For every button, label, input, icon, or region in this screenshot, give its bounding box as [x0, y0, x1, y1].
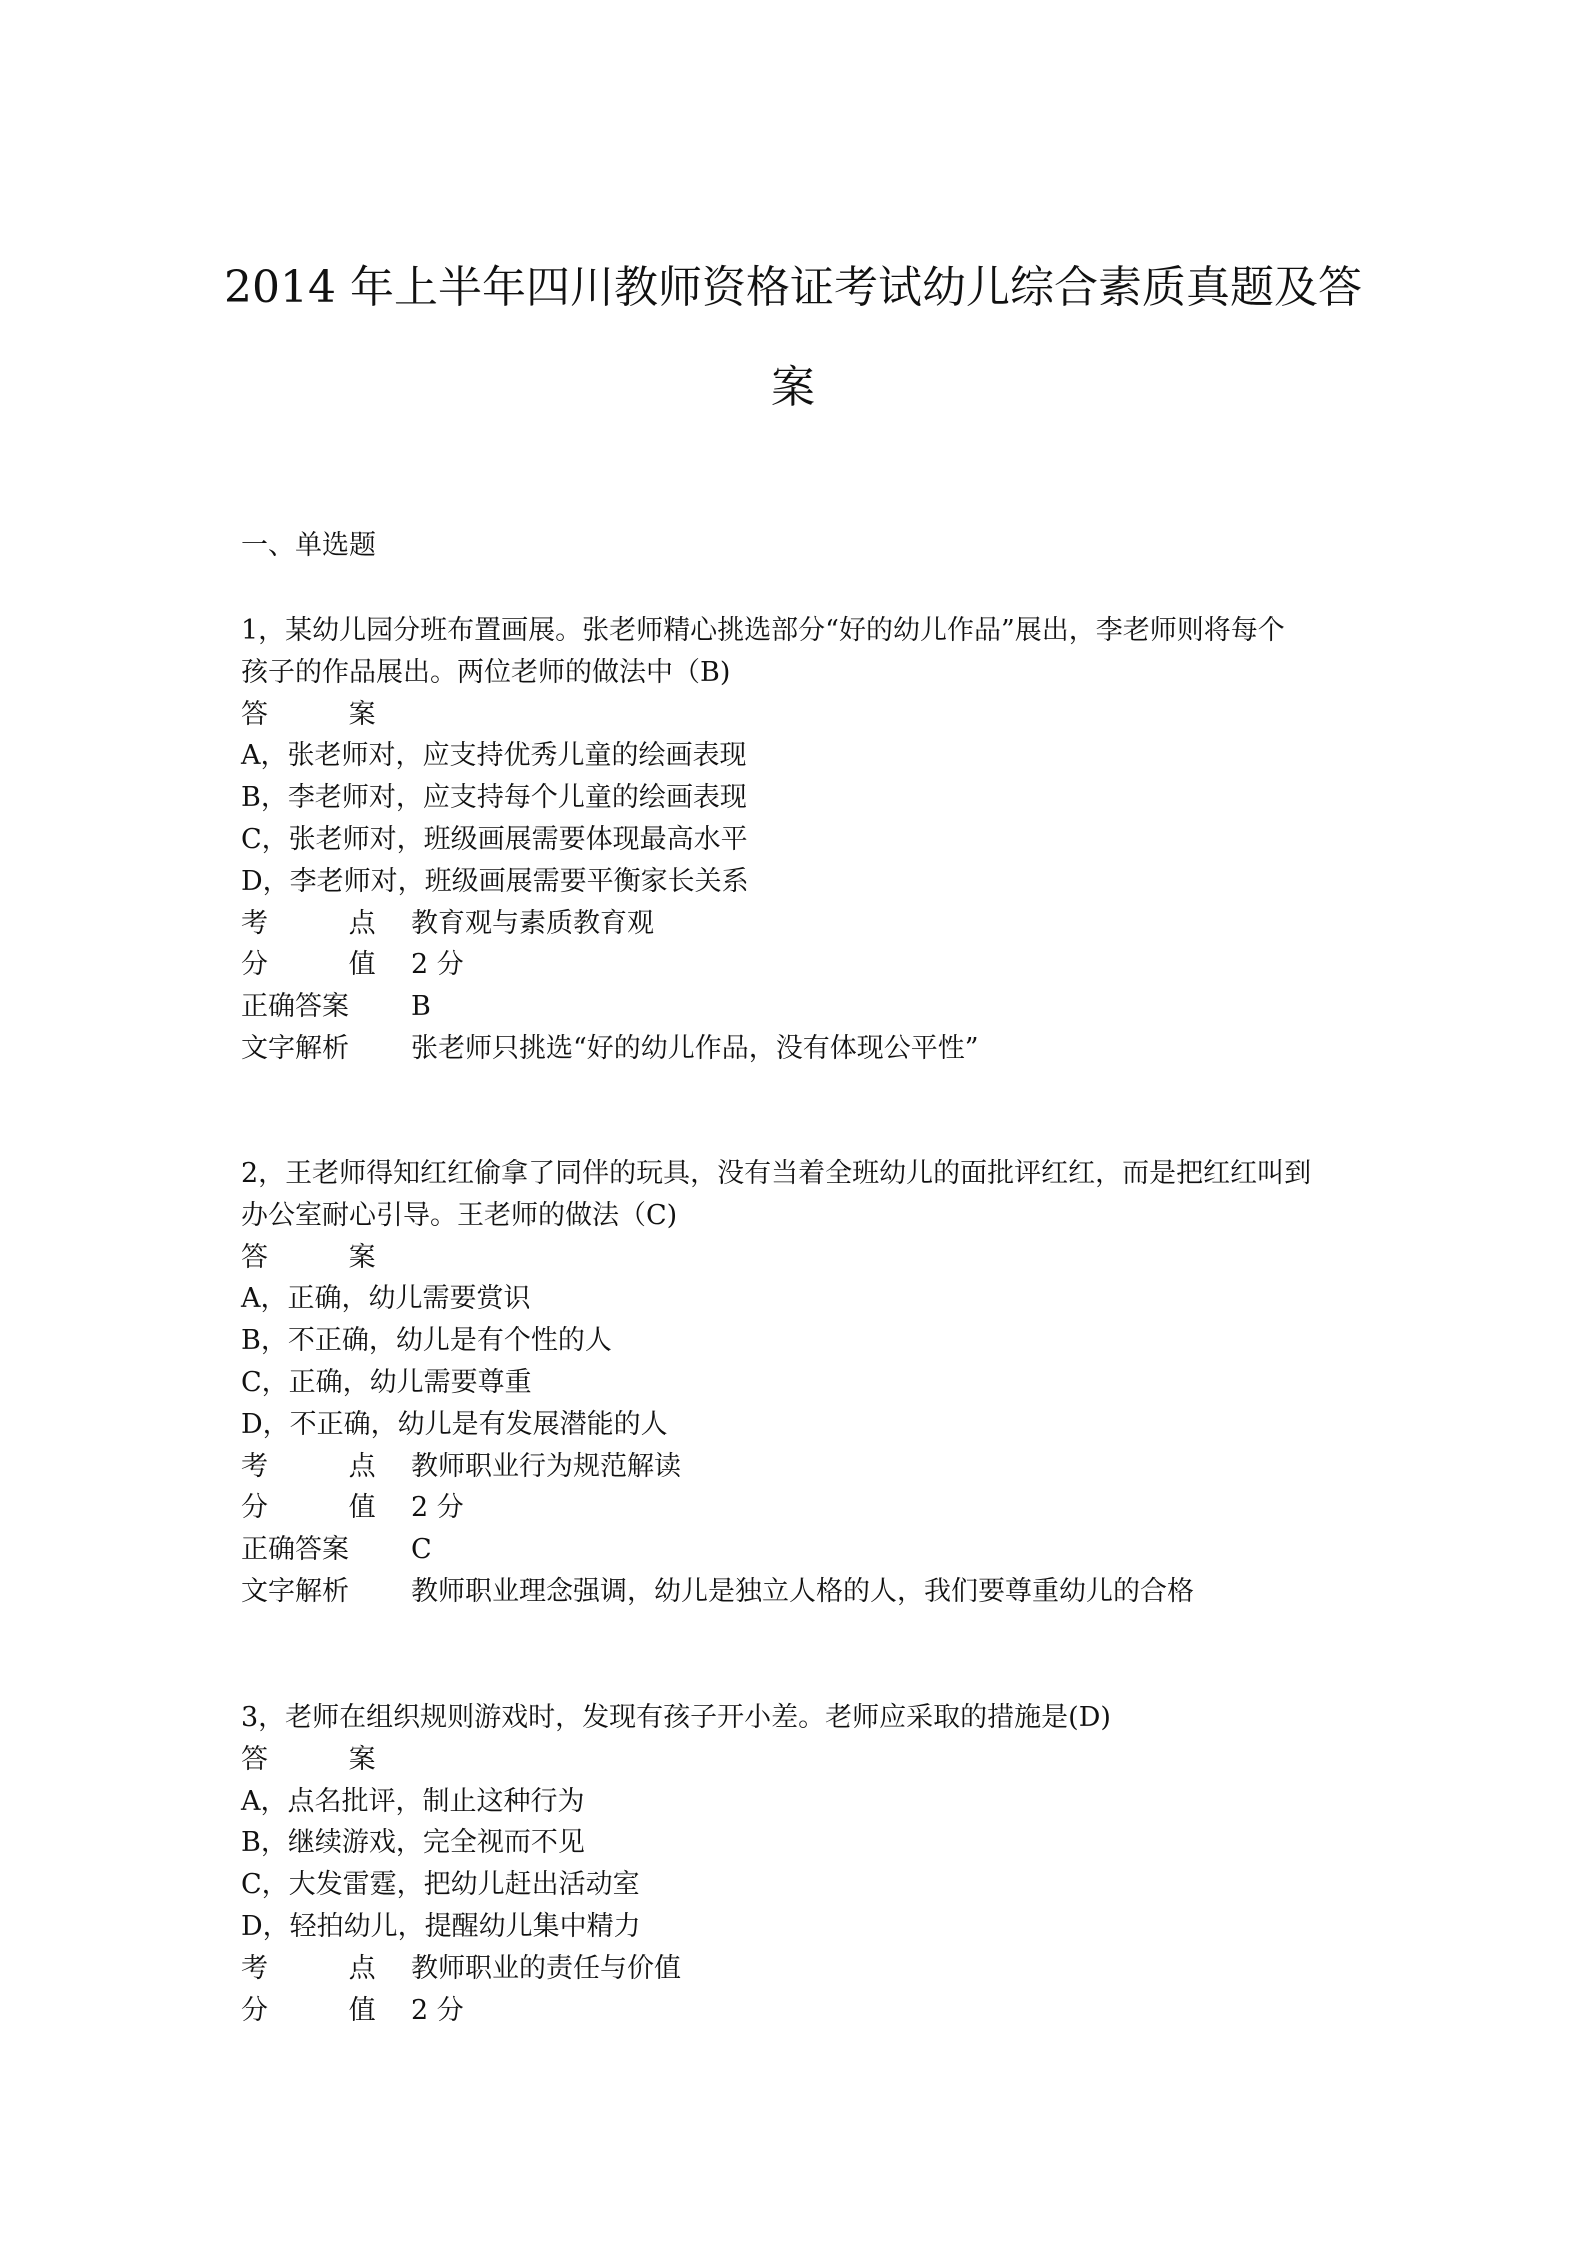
score-row: [241, 1487, 1361, 1529]
option-c: C，张老师对，班级画展需要体现最高水平: [241, 823, 748, 855]
score-row: [241, 1990, 1361, 2032]
analysis-label: 文字解析: [241, 1575, 349, 1607]
correct-answer-label: 正确答案: [241, 1534, 349, 1566]
answer-label: [241, 1739, 1361, 1781]
analysis-row: [241, 1571, 1361, 1613]
question-stem: 1，某幼儿园分班布置画展。张老师精心挑选部分“好的幼儿作品”展出，李老师则将每个: [241, 615, 1285, 646]
question-stem: 3，老师在组织规则游戏时，发现有孩子开小差。老师应采取的措施是(D): [241, 1702, 1111, 1733]
point-row: [241, 903, 1361, 945]
analysis-label: 文字解析: [241, 1032, 349, 1064]
point-label: 考 点: [241, 907, 412, 939]
option-a: A，点名批评，制止这种行为: [241, 1785, 585, 1817]
analysis-value: 张老师只挑选“好的幼儿作品，没有体现公平性”: [411, 1032, 979, 1064]
answer-label-text: 答 案: [241, 1241, 412, 1273]
point-value: 教育观与素质教育观: [411, 907, 654, 939]
correct-answer-row: [241, 1529, 1361, 1571]
point-label: 考 点: [241, 1450, 412, 1482]
analysis-row: [241, 1028, 1361, 1070]
point-value: 教师职业行为规范解读: [411, 1450, 681, 1482]
correct-answer-value: B: [411, 991, 431, 1023]
option-c: C，大发雷霆，把幼儿赶出活动室: [241, 1869, 640, 1901]
question-3: [241, 1697, 1361, 2031]
document-title-line-1: 2014 年上半年四川教师资格证考试幼儿综合素质真题及答: [224, 262, 1362, 313]
answer-label: [241, 1237, 1361, 1279]
score-value: 2 分: [411, 1994, 464, 2026]
option-d: D，不正确，幼儿是有发展潜能的人: [241, 1408, 668, 1440]
section-heading: 一、单选题: [241, 530, 376, 561]
question-2: [241, 1153, 1361, 1613]
answer-label-text: 答 案: [241, 698, 412, 730]
point-label: 考 点: [241, 1952, 412, 1984]
option-d: D，李老师对，班级画展需要平衡家长关系: [241, 865, 749, 897]
question-1: [241, 610, 1361, 1070]
question-stem: 办公室耐心引导。王老师的做法（C): [241, 1199, 678, 1231]
score-value: 2 分: [411, 949, 464, 981]
score-label: 分 值: [241, 1994, 412, 2026]
analysis-value: 教师职业理念强调，幼儿是独立人格的人，我们要尊重幼儿的合格: [411, 1575, 1194, 1607]
point-row: [241, 1446, 1361, 1488]
document-title-line-2: 案: [771, 362, 815, 413]
option-a: A，张老师对，应支持优秀儿童的绘画表现: [241, 740, 747, 772]
option-b: B，李老师对，应支持每个儿童的绘画表现: [241, 782, 747, 814]
point-row: [241, 1948, 1361, 1990]
option-a: A，正确，幼儿需要赏识: [241, 1283, 531, 1315]
correct-answer-label: 正确答案: [241, 991, 349, 1023]
point-value: 教师职业的责任与价值: [411, 1952, 681, 1984]
question-stem: 2，王老师得知红红偷拿了同伴的玩具，没有当着全班幼儿的面批评红红，而是把红红叫到: [241, 1158, 1312, 1189]
score-value: 2 分: [411, 1492, 464, 1524]
answer-label: [241, 694, 1361, 736]
option-b: B，不正确，幼儿是有个性的人: [241, 1325, 612, 1357]
correct-answer-value: C: [411, 1534, 432, 1566]
correct-answer-row: [241, 986, 1361, 1028]
answer-label-text: 答 案: [241, 1743, 412, 1775]
score-label: 分 值: [241, 1492, 412, 1524]
score-label: 分 值: [241, 949, 412, 981]
option-c: C，正确，幼儿需要尊重: [241, 1366, 532, 1398]
option-d: D，轻拍幼儿，提醒幼儿集中精力: [241, 1910, 641, 1942]
question-stem: 孩子的作品展出。两位老师的做法中（B): [241, 656, 731, 688]
score-row: [241, 944, 1361, 986]
option-b: B，继续游戏，完全视而不见: [241, 1827, 585, 1859]
